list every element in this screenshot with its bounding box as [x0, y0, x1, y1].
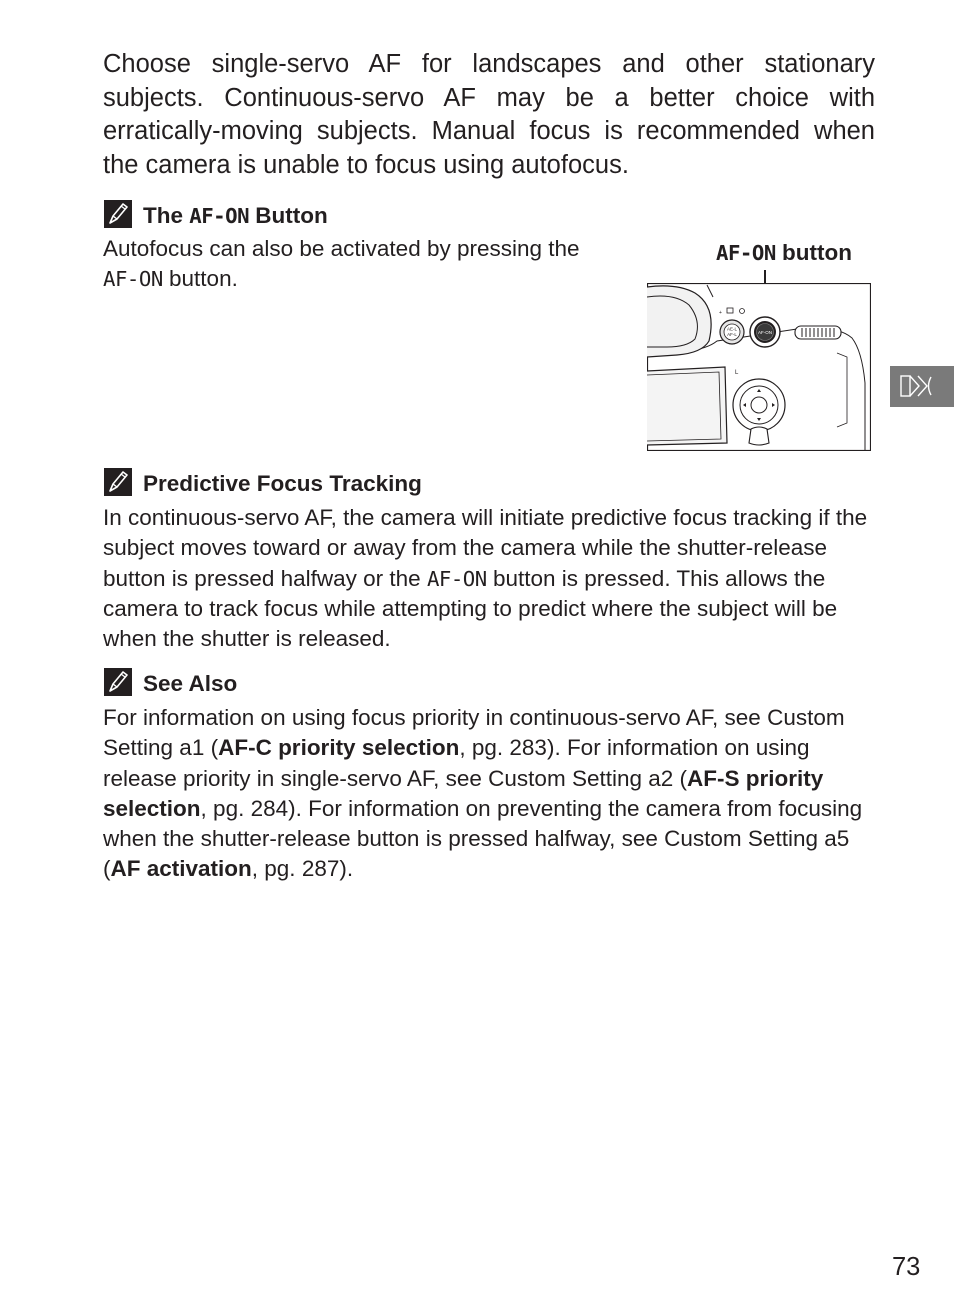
predictive-text-key: AF-ON	[426, 566, 487, 591]
page-number: 73	[892, 1253, 921, 1281]
figure-callout-label	[716, 238, 852, 268]
see-also-setting-a2: AF-S priority selection	[103, 765, 824, 821]
predictive-note-title: Predictive Focus Tracking	[143, 471, 422, 496]
button-afon-label: AF-ON	[758, 330, 772, 335]
afon-text-part2: button.	[162, 266, 238, 292]
chapter-tab	[890, 366, 954, 407]
afon-note-text	[103, 234, 608, 295]
afon-title-suffix: Button	[249, 203, 328, 228]
pencil-note-icon	[104, 468, 132, 496]
button-ae-lock-label-1: AE-L	[726, 326, 738, 332]
button-ae-lock-label-2: AF-L	[727, 332, 737, 337]
pencil-note-icon	[104, 200, 132, 228]
see-also-text-3: , pg. 284). For information on preventing the camera from focusing when the shutter-release button is pressed halfway, see Custom Setting a5 (	[103, 795, 863, 882]
see-also-text-4: , pg. 287).	[251, 856, 354, 882]
callout-text: button	[775, 240, 852, 265]
afon-title-key: AF-ON	[189, 204, 250, 228]
see-also-note-title: See Also	[143, 671, 238, 696]
see-also-text-1: For information on using focus priority in continuous-servo AF, see Custom Setting a1 (	[103, 705, 845, 761]
shooting-mode-icon	[890, 366, 954, 407]
see-also-text-2: , pg. 283). For information on using release priority in single-servo AF, see Custom Setting a2 (	[103, 735, 810, 791]
afon-title-prefix: The	[143, 203, 190, 228]
see-also-setting-a5: AF activation	[110, 856, 252, 882]
afon-note-title	[143, 202, 328, 230]
afon-text-key: AF-ON	[103, 267, 163, 292]
see-also-setting-a1: AF-C priority selection	[218, 735, 460, 761]
afon-text-part1: Autofocus can also be activated by pressing the	[103, 236, 580, 261]
callout-key: AF-ON	[716, 241, 776, 265]
see-also-note-text	[103, 703, 878, 885]
camera-back-illustration	[647, 283, 871, 451]
predictive-text-part1: In continuous-servo AF, the camera will initiate predictive focus tracking if the subject moves toward or away from the camera while the shutter-release button is pressed halfway or the	[103, 505, 868, 591]
pencil-note-icon	[104, 668, 132, 696]
lock-mark-l: L	[735, 370, 739, 376]
predictive-note-text	[103, 503, 878, 654]
svg-text:+: +	[719, 310, 722, 316]
predictive-text-part2: button is pressed. This allows the camera to track focus while attempting to predict where the subject will be when the shutter is released.	[103, 565, 838, 652]
intro-paragraph: Choose single-servo AF for landscapes and other stationary subjects. Continuous-servo AF may be a better choice with erratically-moving subjects. Manual focus is recommended when the camera is unable to focus using autofocus.	[103, 50, 875, 180]
